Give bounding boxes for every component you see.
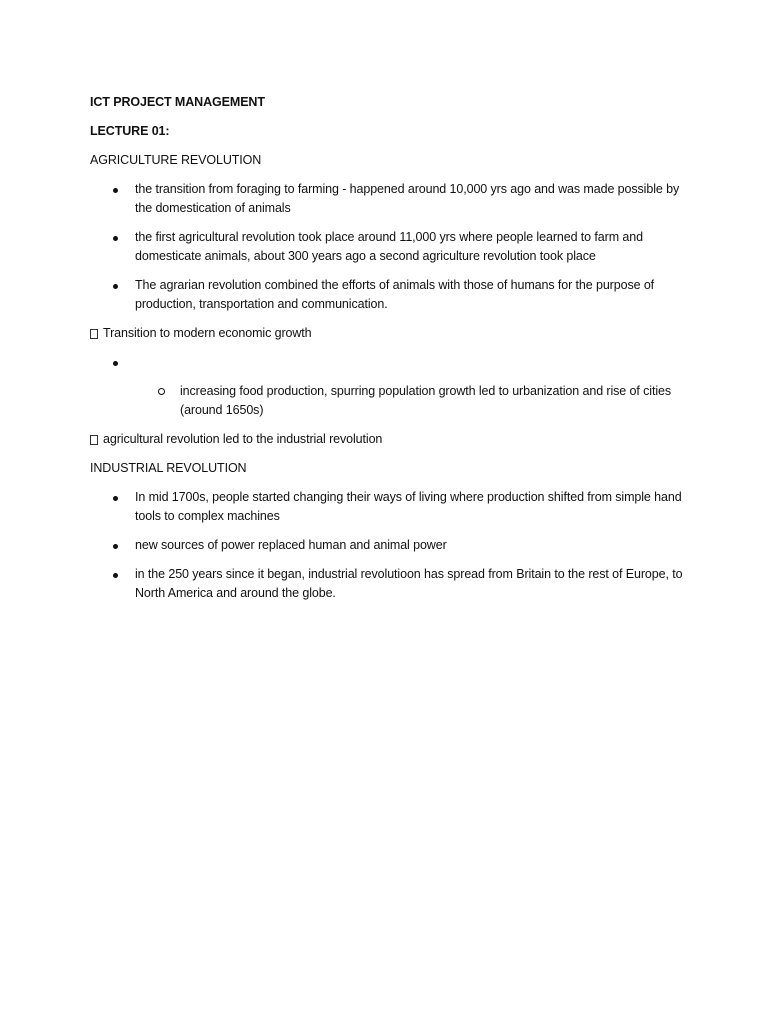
missing-glyph-icon [90, 435, 98, 445]
transition-text: Transition to modern economic growth [103, 326, 312, 340]
lecture-label: LECTURE 01: [90, 124, 170, 138]
sub-list-item [90, 382, 690, 420]
empty-list-item [90, 353, 690, 372]
list-item-text: the transition from foraging to farming - happened around 10,000 yrs ago and was made possible by the domestication of animals [135, 182, 680, 215]
list-item [90, 536, 690, 555]
agri-to-industrial-text: agricultural revolution led to the industrial revolution [103, 432, 383, 446]
missing-glyph-icon [90, 329, 98, 339]
bullet-icon [113, 284, 118, 289]
list-item [90, 488, 690, 526]
document-title: ICT PROJECT MANAGEMENT [90, 95, 265, 109]
industrial-bullet-list [90, 488, 690, 603]
agriculture-heading: AGRICULTURE REVOLUTION [90, 153, 262, 167]
bullet-icon [113, 544, 118, 549]
list-item-text: new sources of power replaced human and animal power [135, 538, 447, 552]
list-item-text: The agrarian revolution combined the efforts of animals with those of humans for the purpose of production, transportation and communication. [135, 278, 655, 311]
hollow-bullet-icon [158, 388, 165, 395]
list-item [90, 180, 690, 218]
list-item [90, 228, 690, 266]
sub-list-item-text: increasing food production, spurring population growth led to urbanization and rise of cities (around 1650s) [180, 384, 672, 417]
bullet-icon [113, 361, 118, 366]
list-item [90, 276, 690, 314]
list-item-text: in the 250 years since it began, industrial revolutioon has spread from Britain to the rest of Europe, to North America and around the globe. [135, 567, 683, 600]
list-item-text: the first agricultural revolution took place around 11,000 yrs where people learned to farm and domesticate animals, about 300 years ago a second agriculture revolution took place [135, 230, 643, 263]
list-item-text: In mid 1700s, people started changing their ways of living where production shifted from simple hand tools to complex machines [135, 490, 682, 523]
document-body [90, 93, 690, 613]
industrial-heading: INDUSTRIAL REVOLUTION [90, 461, 247, 475]
bullet-icon [113, 236, 118, 241]
agriculture-bullet-list [90, 180, 690, 314]
list-item [90, 565, 690, 603]
transition-line [90, 324, 690, 343]
bullet-icon [113, 496, 118, 501]
bullet-icon [113, 573, 118, 578]
bullet-icon [113, 188, 118, 193]
agri-to-industrial-line [90, 430, 690, 449]
